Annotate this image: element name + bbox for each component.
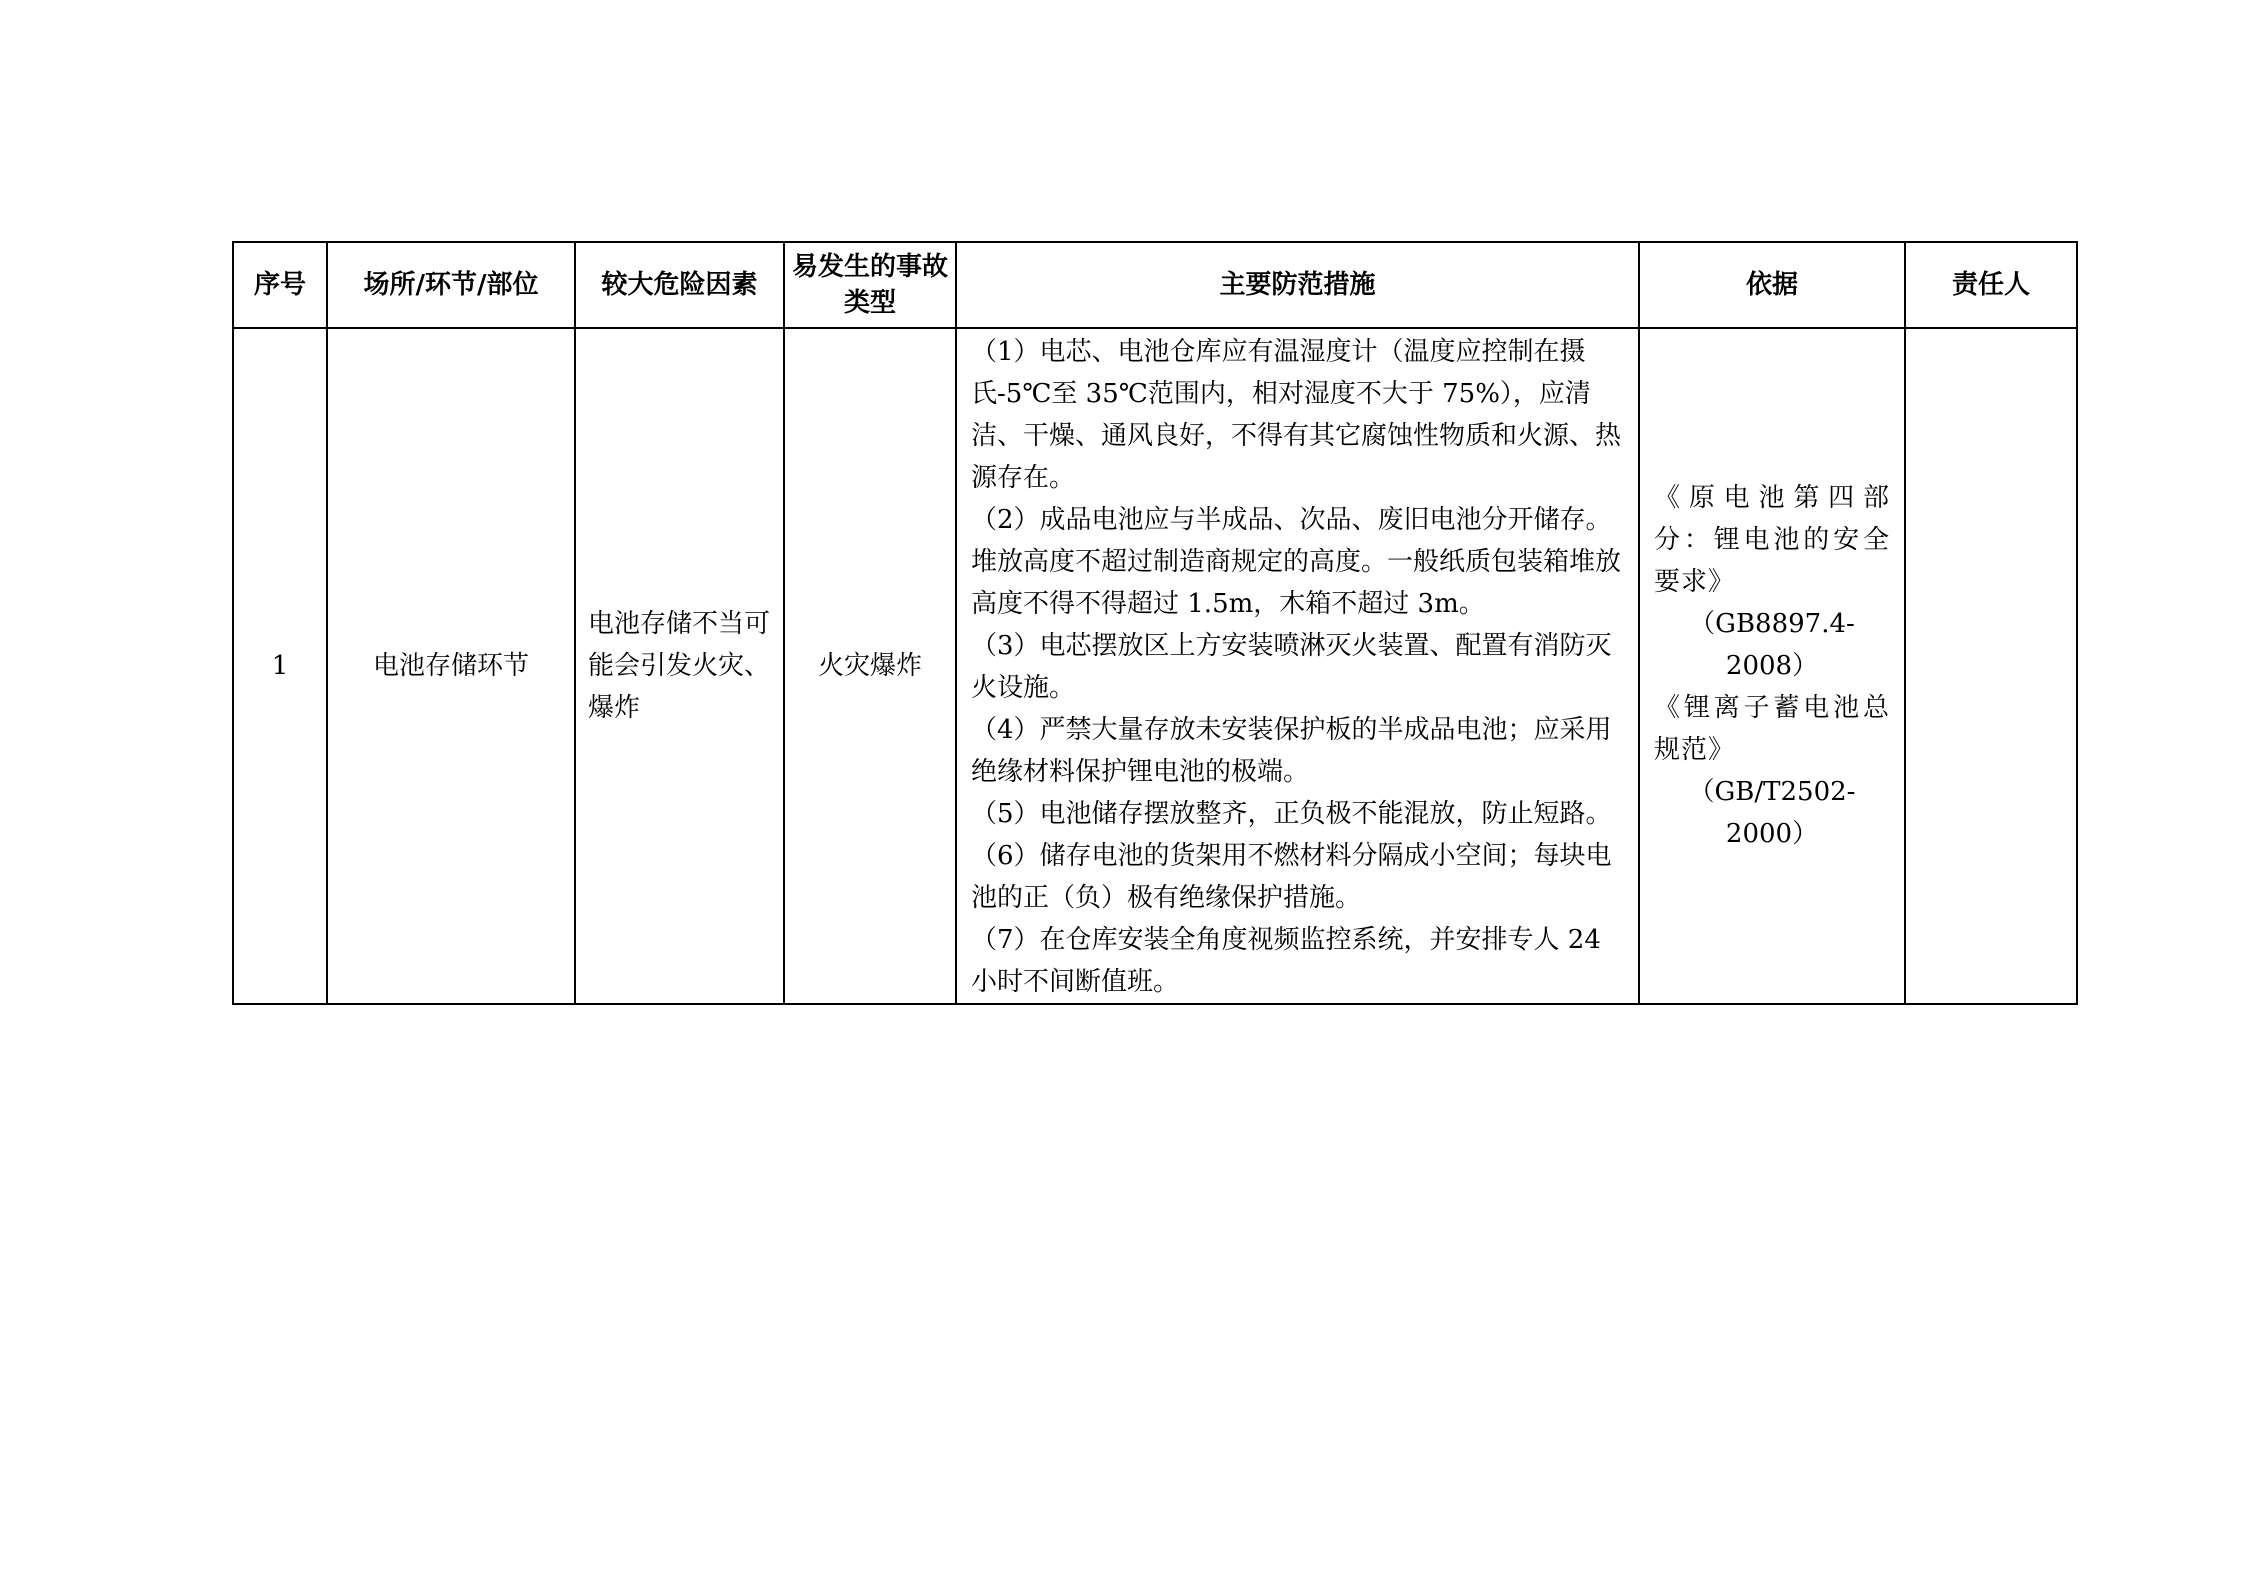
header-location: 场所/环节/部位 [327, 242, 575, 328]
cell-measures [956, 328, 1639, 1004]
cell-basis [1639, 328, 1905, 1004]
measure-item-2: （2）成品电池应与半成品、次品、废旧电池分开储存。堆放高度不超过制造商规定的高度。一般纸质包装箱堆放高度不得不得超过 1.5m，木箱不超过 3m。 [971, 505, 1622, 619]
header-index: 序号 [233, 242, 327, 328]
cell-responsible [1905, 328, 2077, 1004]
header-measures: 主要防范措施 [956, 242, 1639, 328]
table-header-row [233, 242, 2077, 328]
measure-item-5: （5）电池储存摆放整齐，正负极不能混放，防止短路。 [971, 799, 1612, 829]
measure-item-1: （1）电芯、电池仓库应有温湿度计（温度应控制在摄氏-5℃至 35℃范围内，相对湿度不大于 75%），应清洁、干燥、通风良好，不得有其它腐蚀性物质和火源、热源存在。 [971, 337, 1622, 493]
basis-standard-1-title: 《原电池第四部分：锂电池的安全要求》 [1654, 483, 1890, 597]
cell-hazard: 电池存储不当可能会引发火灾、爆炸 [575, 328, 784, 1004]
header-responsible: 责任人 [1905, 242, 2077, 328]
measure-item-3: （3）电芯摆放区上方安装喷淋灭火装置、配置有消防灭火设施。 [971, 631, 1612, 703]
cell-location: 电池存储环节 [327, 328, 575, 1004]
measure-item-4: （4）严禁大量存放未安装保护板的半成品电池；应采用绝缘材料保护锂电池的极端。 [971, 715, 1612, 787]
basis-standard-1-code: （GB8897.4-2008） [1689, 609, 1855, 681]
measure-item-7: （7）在仓库安装全角度视频监控系统，并安排专人 24 小时不间断值班。 [971, 925, 1601, 997]
header-hazard: 较大危险因素 [575, 242, 784, 328]
header-basis: 依据 [1639, 242, 1905, 328]
basis-standard-2-title: 《锂离子蓄电池总规范》 [1654, 693, 1890, 765]
cell-index: 1 [233, 328, 327, 1004]
cell-accident-type: 火灾爆炸 [784, 328, 956, 1004]
basis-standard-2-code: （GB/T2502-2000） [1688, 777, 1856, 849]
header-accident-type: 易发生的事故类型 [784, 242, 956, 328]
table-row [233, 328, 2077, 1004]
hazard-control-table [232, 241, 2078, 1005]
measure-item-6: （6）储存电池的货架用不燃材料分隔成小空间；每块电池的正（负）极有绝缘保护措施。 [971, 841, 1612, 913]
